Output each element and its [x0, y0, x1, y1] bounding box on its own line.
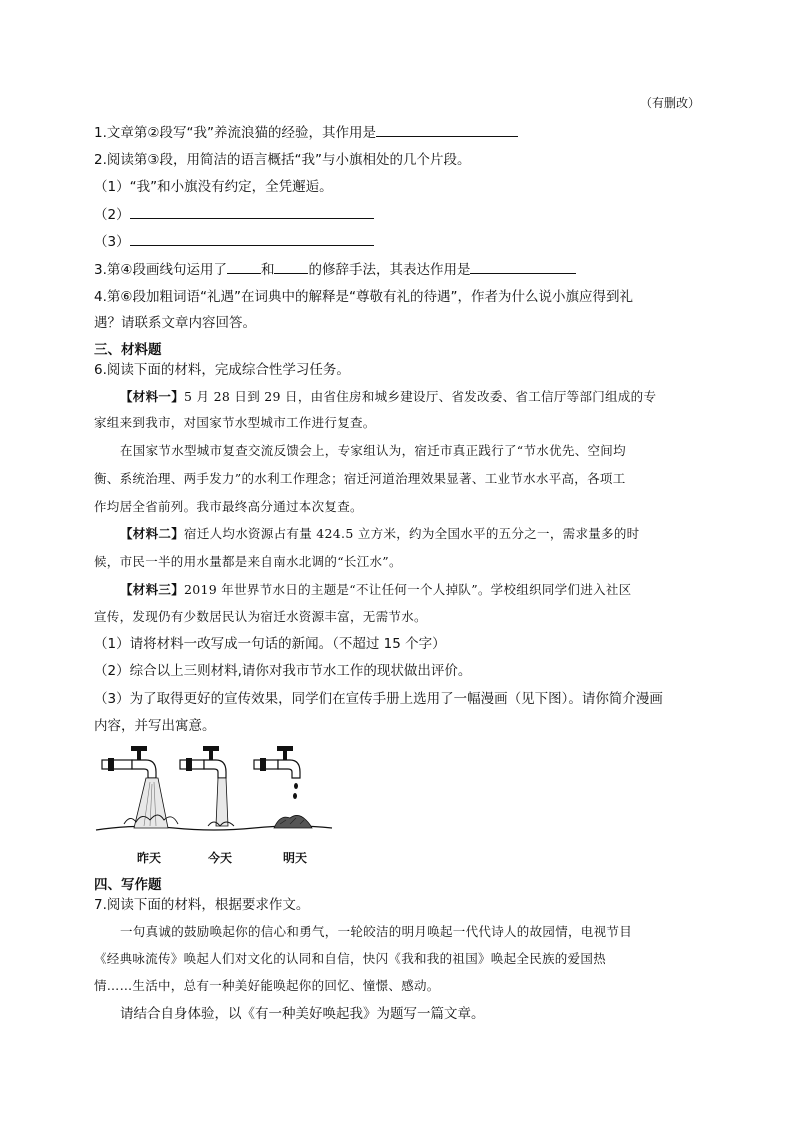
question-4-line-1: 4.第⑥段加粗词语“礼遇”在词典中的解释是“尊敬有礼的待遇”，作者为什么说小旗应得到礼 [94, 289, 633, 305]
section-3-heading: 三、材料题 [94, 342, 162, 358]
q3-part2: 和 [260, 262, 275, 278]
question-1 [94, 121, 518, 144]
question-3 [94, 258, 576, 281]
question-6-intro: 6.阅读下面的材料，完成综合性学习任务。 [94, 362, 350, 378]
question-2-item-2 [94, 203, 374, 226]
material-3-tag: 【材料三】 [120, 582, 185, 597]
tap-today-icon [180, 746, 234, 826]
question-7-intro: 7.阅读下面的材料，根据要求作文。 [94, 897, 310, 913]
material-2-text: 宿迁人均水资源占有量 424.5 立方米，约为全国水平的五分之一，需求量多的时 [184, 526, 640, 541]
item-2-label: （2） [94, 207, 130, 223]
q3-part3: 的修辞手法，其表达作用是 [308, 262, 471, 278]
question-2: 2.阅读第③段，用简洁的语言概括“我”与小旗相处的几个片段。 [94, 152, 471, 168]
material-1-p2-line-1: 在国家节水型城市复查交流反馈会上，专家组认为，宿迁市真正践行了“节水优先、空间均 [120, 443, 626, 458]
question-7-task: 请结合自身体验，以《有一种美好唤起我》为题写一篇文章。 [120, 1006, 485, 1022]
question-6-sub-1: （1）请将材料一改写成一句话的新闻。（不超过 15 个字） [94, 636, 446, 652]
item-3-label: （3） [94, 234, 130, 250]
question-2-item-1: （1）“我”和小旗没有约定，全凭邂逅。 [94, 179, 333, 195]
answer-blank-q3-b[interactable] [274, 258, 308, 274]
question-7-para-line-3: 情……生活中，总有一种美好能唤起你的回忆、憧憬、感动。 [94, 978, 440, 993]
question-4-line-2: 遇？请联系文章内容回答。 [94, 315, 256, 331]
tap-tomorrow-icon [254, 746, 312, 828]
cartoon-label-yesterday: 昨天 [137, 851, 162, 865]
material-1-line-1 [120, 386, 656, 408]
question-6-sub-2: （2）综合以上三则材料,请你对我市节水工作的现状做出评价。 [94, 663, 472, 679]
question-7-para-line-2: 《经典咏流传》唤起人们对文化的认同和自信，快闪《我和我的祖国》唤起全民族的爱国热 [94, 951, 607, 966]
cartoon-label-tomorrow: 明天 [283, 851, 308, 865]
question-2-item-3 [94, 230, 374, 253]
answer-blank-q2-3[interactable] [130, 230, 374, 246]
material-1-line-2: 家组来到我市，对国家节水型城市工作进行复查。 [94, 415, 376, 430]
answer-blank-q1[interactable] [376, 121, 518, 137]
material-1-p2-line-2: 衡、系统治理、两手发力”的水利工作理念；宿迁河道治理效果显著、工业节水水平高，各项工 [94, 471, 626, 486]
material-3-line-2: 宣传，发现仍有少数居民认为宿迁水资源丰富，无需节水。 [94, 609, 427, 624]
material-1-text: 5 月 28 日到 29 日，由省住房和城乡建设厅、省发改委、省工信厅等部门组成的专 [184, 389, 657, 404]
material-1-p2-line-3: 作均居全省前列。我市最终高分通过本次复查。 [94, 499, 363, 514]
material-2-tag: 【材料二】 [120, 526, 185, 541]
section-4-heading: 四、写作题 [94, 877, 162, 893]
edit-note: （有删改） [639, 96, 700, 110]
question-7-para-line-1: 一句真诚的鼓励唤起你的信心和勇气，一轮皎洁的明月唤起一代代诗人的故园情，电视节目 [120, 924, 633, 939]
answer-blank-q3-c[interactable] [470, 258, 576, 274]
question-1-text: 1.文章第②段写“我”养流浪猫的经验，其作用是 [94, 125, 376, 141]
material-3-line-1 [120, 579, 631, 601]
cartoon-label-today: 今天 [208, 851, 233, 865]
material-3-text: 2019 年世界节水日的主题是“不让任何一个人掉队”。学校组织同学们进入社区 [184, 582, 632, 597]
tap-yesterday-icon [102, 746, 178, 828]
question-6-sub-3-line-1: （3）为了取得更好的宣传效果，同学们在宣传手册上选用了一幅漫画（见下图）。请你简介漫画 [94, 691, 663, 707]
material-2-line-2: 候，市民一半的用水量都是来自南水北调的“长江水”。 [94, 554, 402, 569]
q3-part1: 3.第④段画线句运用了 [94, 262, 227, 278]
answer-blank-q3-a[interactable] [227, 258, 261, 274]
question-6-sub-3-line-2: 内容，并写出寓意。 [94, 718, 216, 734]
answer-blank-q2-2[interactable] [130, 203, 374, 219]
material-1-tag: 【材料一】 [120, 389, 185, 404]
material-2-line-1 [120, 523, 639, 545]
